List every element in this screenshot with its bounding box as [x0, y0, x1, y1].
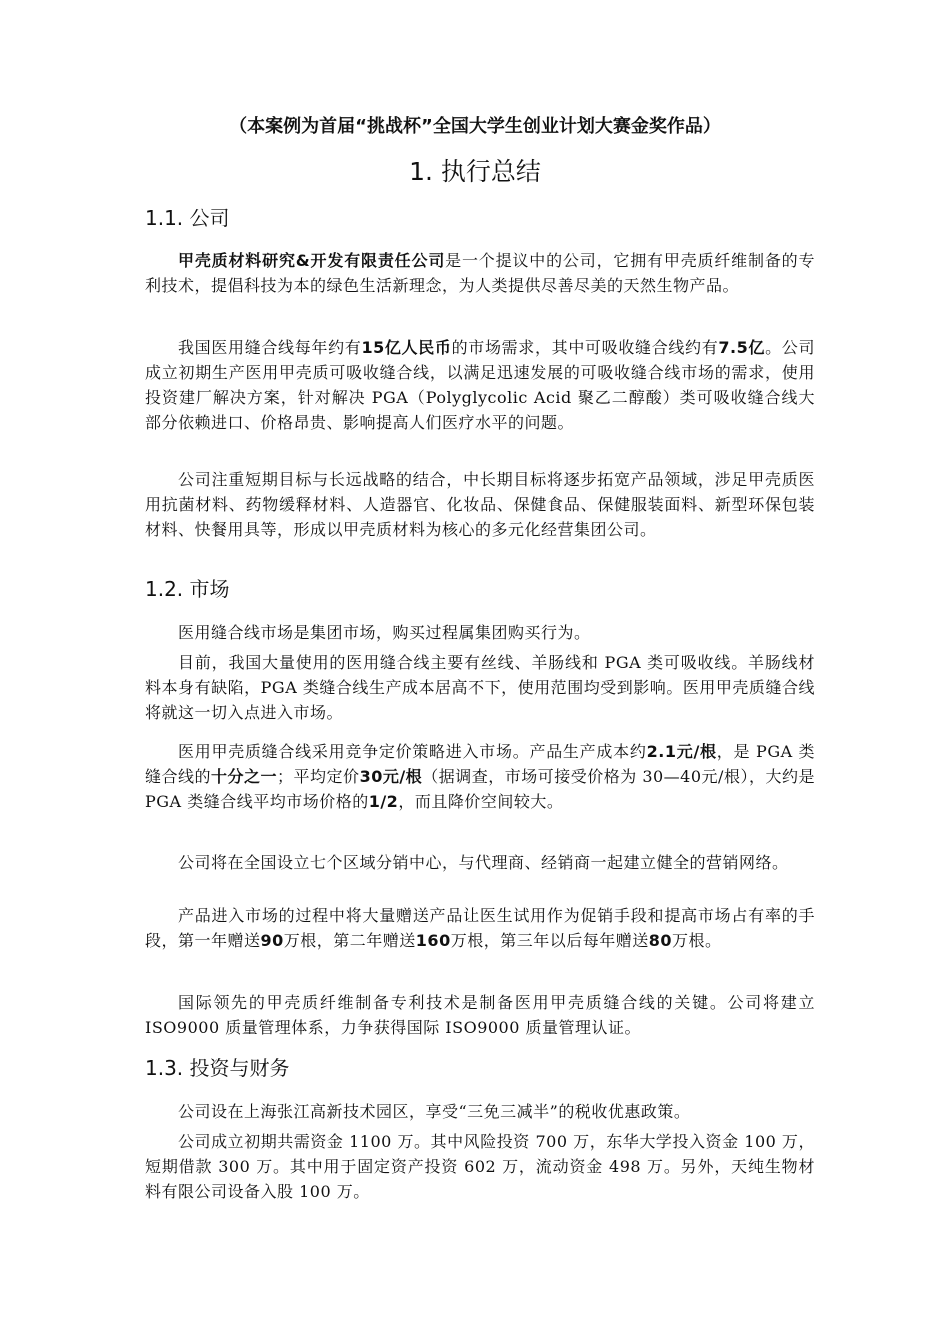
award-note: （本案例为首届“挑战杯”全国大学生创业计划大赛金奖作品）	[229, 116, 721, 137]
paragraph-group-market: 医用缝合线市场是集团市场，购买过程属集团购买行为。	[178, 623, 591, 642]
page-title: 1. 执行总结	[409, 157, 541, 186]
section-heading-investment: 1.3. 投资与财务	[145, 1056, 290, 1080]
section-heading-market: 1.2. 市场	[145, 577, 230, 601]
paragraph-pricing: 医用甲壳质缝合线采用竞争定价策略进入市场。产品生产成本约2.1元/根，是 PGA 类缝合线的十分之一；平均定价30元/根（据调查，市场可接受价格为 30—40元/根），大约是 PGA 类缝合线平均市场价格的1/2，而且降价空间较大。	[145, 742, 815, 811]
paragraph-quality: 国际领先的甲壳质纤维制备专利技术是制备医用甲壳质缝合线的关键。公司将建立 ISO9000 质量管理体系，力争获得国际 ISO9000 质量管理认证。	[145, 993, 815, 1037]
section-heading-company: 1.1. 公司	[145, 206, 230, 230]
paragraph-current-products: 目前，我国大量使用的医用缝合线主要有丝线、羊肠线和 PGA 类可吸收线。羊肠线材料本身有缺陷，PGA 类缝合线生产成本居高不下，使用范围均受到影响。医用甲壳质缝合线将就这一切入点进入市场。	[145, 653, 815, 722]
paragraph-distribution: 公司将在全国设立七个区域分销中心，与代理商、经销商一起建立健全的营销网络。	[178, 853, 789, 872]
paragraph-location: 公司设在上海张江高新技术园区，享受“三免三减半”的税收优惠政策。	[178, 1102, 691, 1121]
company-name: 甲壳质材料研究&开发有限责任公司	[178, 251, 446, 270]
paragraph-market-demand: 我国医用缝合线每年约有15亿人民币的市场需求，其中可吸收缝合线约有7.5亿。公司成立初期生产医用甲壳质可吸收缝合线，以满足迅速发展的可吸收缝合线市场的需求，使用投资建厂解决方案，针对解决 PGA（Polyglycolic Acid 聚乙二醇酸）类可吸收缝合线大部分依赖进口、价格昂贵、影响提高人们医疗水平的问题。	[145, 338, 815, 432]
paragraph-funding: 公司成立初期共需资金 1100 万。其中风险投资 700 万，东华大学投入资金 100 万，短期借款 300 万。其中用于固定资产投资 602 万，流动资金 498 万。另外，天纯生物材料有限公司设备入股 100 万。	[145, 1132, 815, 1201]
paragraph-strategy: 公司注重短期目标与长远战略的结合，中长期目标将逐步拓宽产品领域，涉足甲壳质医用抗菌材料、药物缓释材料、人造器官、化妆品、保健食品、保健服装面料、新型环保包装材料、快餐用具等，形成以甲壳质材料为核心的多元化经营集团公司。	[145, 470, 815, 539]
paragraph-promotion: 产品进入市场的过程中将大量赠送产品让医生试用作为促销手段和提高市场占有率的手段，第一年赠送90万根，第二年赠送160万根，第三年以后每年赠送80万根。	[145, 906, 815, 950]
paragraph-company-intro: 甲壳质材料研究&开发有限责任公司是一个提议中的公司，它拥有甲壳质纤维制备的专利技术，提倡科技为本的绿色生活新理念，为人类提供尽善尽美的天然生物产品。	[145, 251, 815, 295]
